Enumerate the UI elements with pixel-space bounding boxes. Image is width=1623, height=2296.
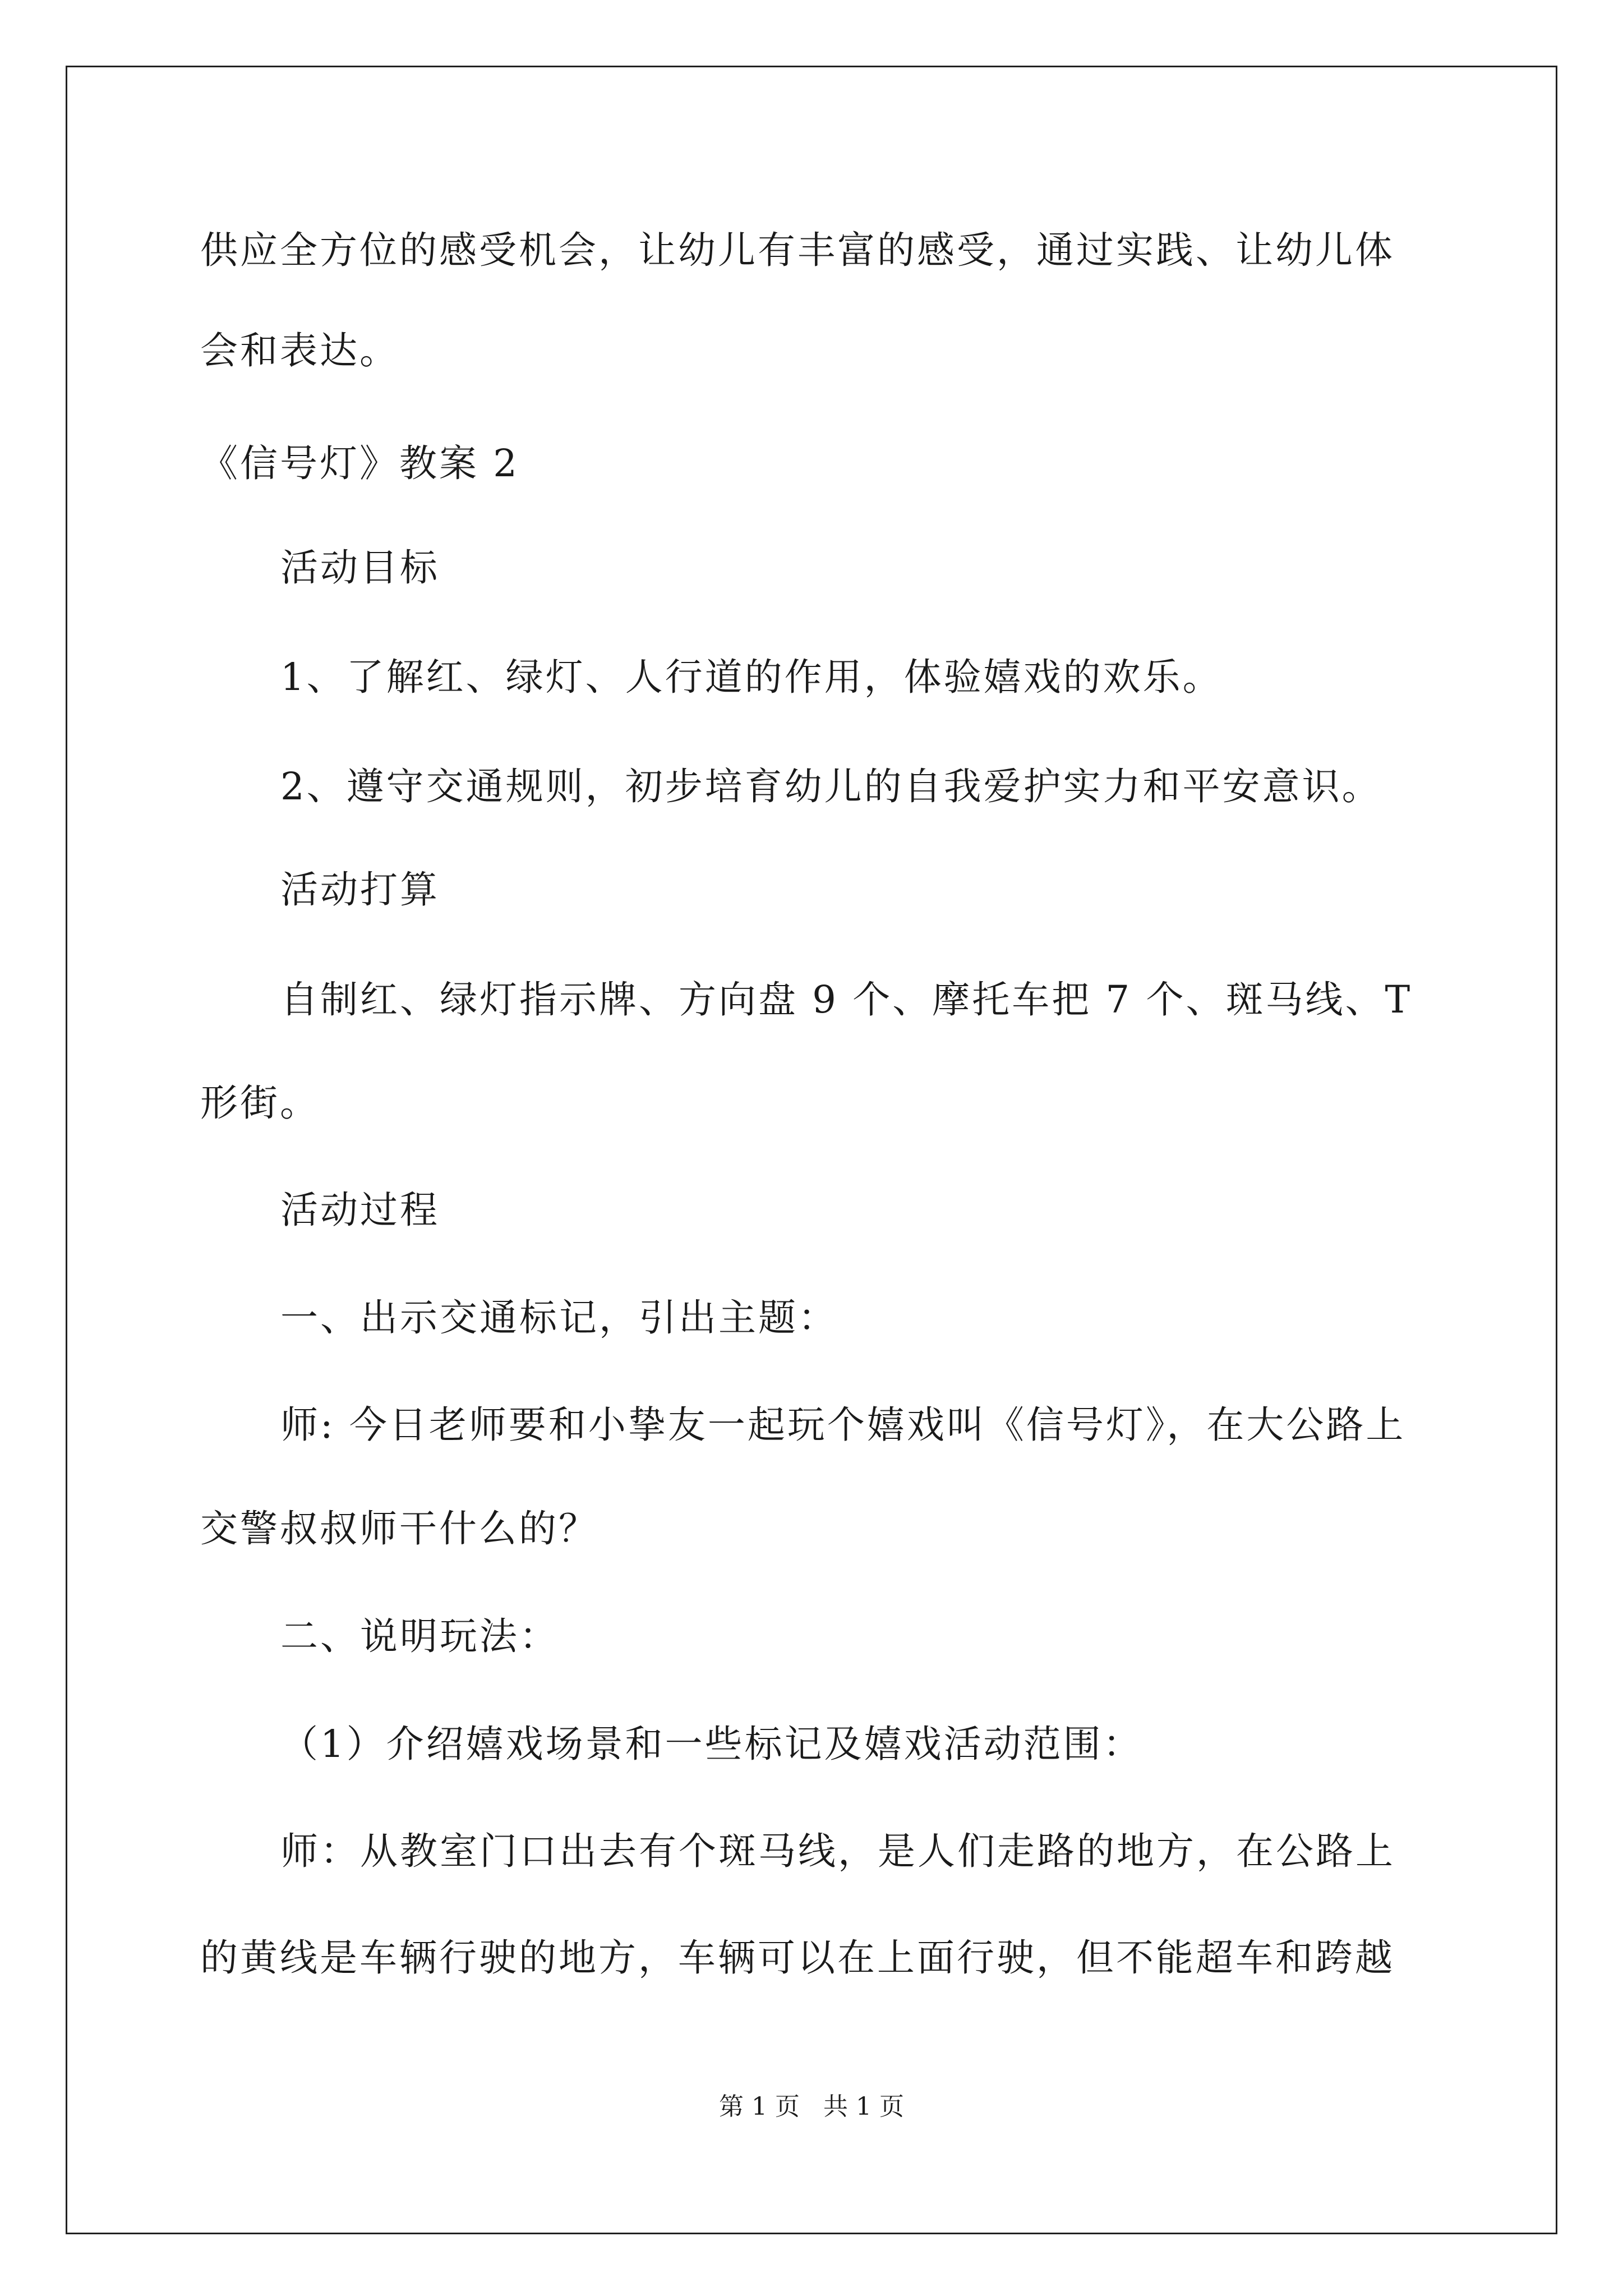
paragraph-line: 形街。	[200, 1081, 320, 1125]
paragraph-line: 2、遵守交通规则，初步培育幼儿的自我爱护实力和平安意识。	[280, 765, 1382, 808]
paragraph-line: 师：从教室门口出去有个斑马线，是人们走路的地方，在公路上	[280, 1829, 1395, 1873]
paragraph-line: 师: 今日老师要和小挚友一起玩个嬉戏叫《信号灯》，在大公路上	[280, 1403, 1406, 1447]
paragraph-line: 供应全方位的感受机会，让幼儿有丰富的感受，通过实践、让幼儿体	[200, 228, 1395, 272]
paragraph-line: 的黄线是车辆行驶的地方，车辆可以在上面行驶，但不能超车和跨越	[200, 1936, 1395, 1980]
heading-activity-goals: 活动目标	[280, 546, 440, 590]
paragraph-line: （1）介绍嬉戏场景和一些标记及嬉戏活动范围：	[280, 1722, 1143, 1766]
page-border	[66, 66, 1557, 2234]
paragraph-line: 1、了解红、绿灯、人行道的作用，体验嬉戏的欢乐。	[280, 655, 1223, 699]
page-footer: 第 1 页 共 1 页	[719, 2092, 904, 2121]
paragraph-line: 一、出示交通标记，引出主题：	[280, 1296, 838, 1340]
heading-activity-preparation: 活动打算	[280, 868, 440, 912]
paragraph-line: 交警叔叔师干什么的？	[200, 1507, 598, 1550]
paragraph-line: 会和表达。	[200, 329, 399, 372]
paragraph-line: 二、说明玩法：	[280, 1614, 559, 1658]
section-title: 《信号灯》教案 2	[200, 441, 519, 485]
heading-activity-process: 活动过程	[280, 1188, 440, 1232]
paragraph-line: 自制红、绿灯指示牌、方向盘 9 个、摩托车把 7 个、斑马线、T	[280, 978, 1413, 1022]
